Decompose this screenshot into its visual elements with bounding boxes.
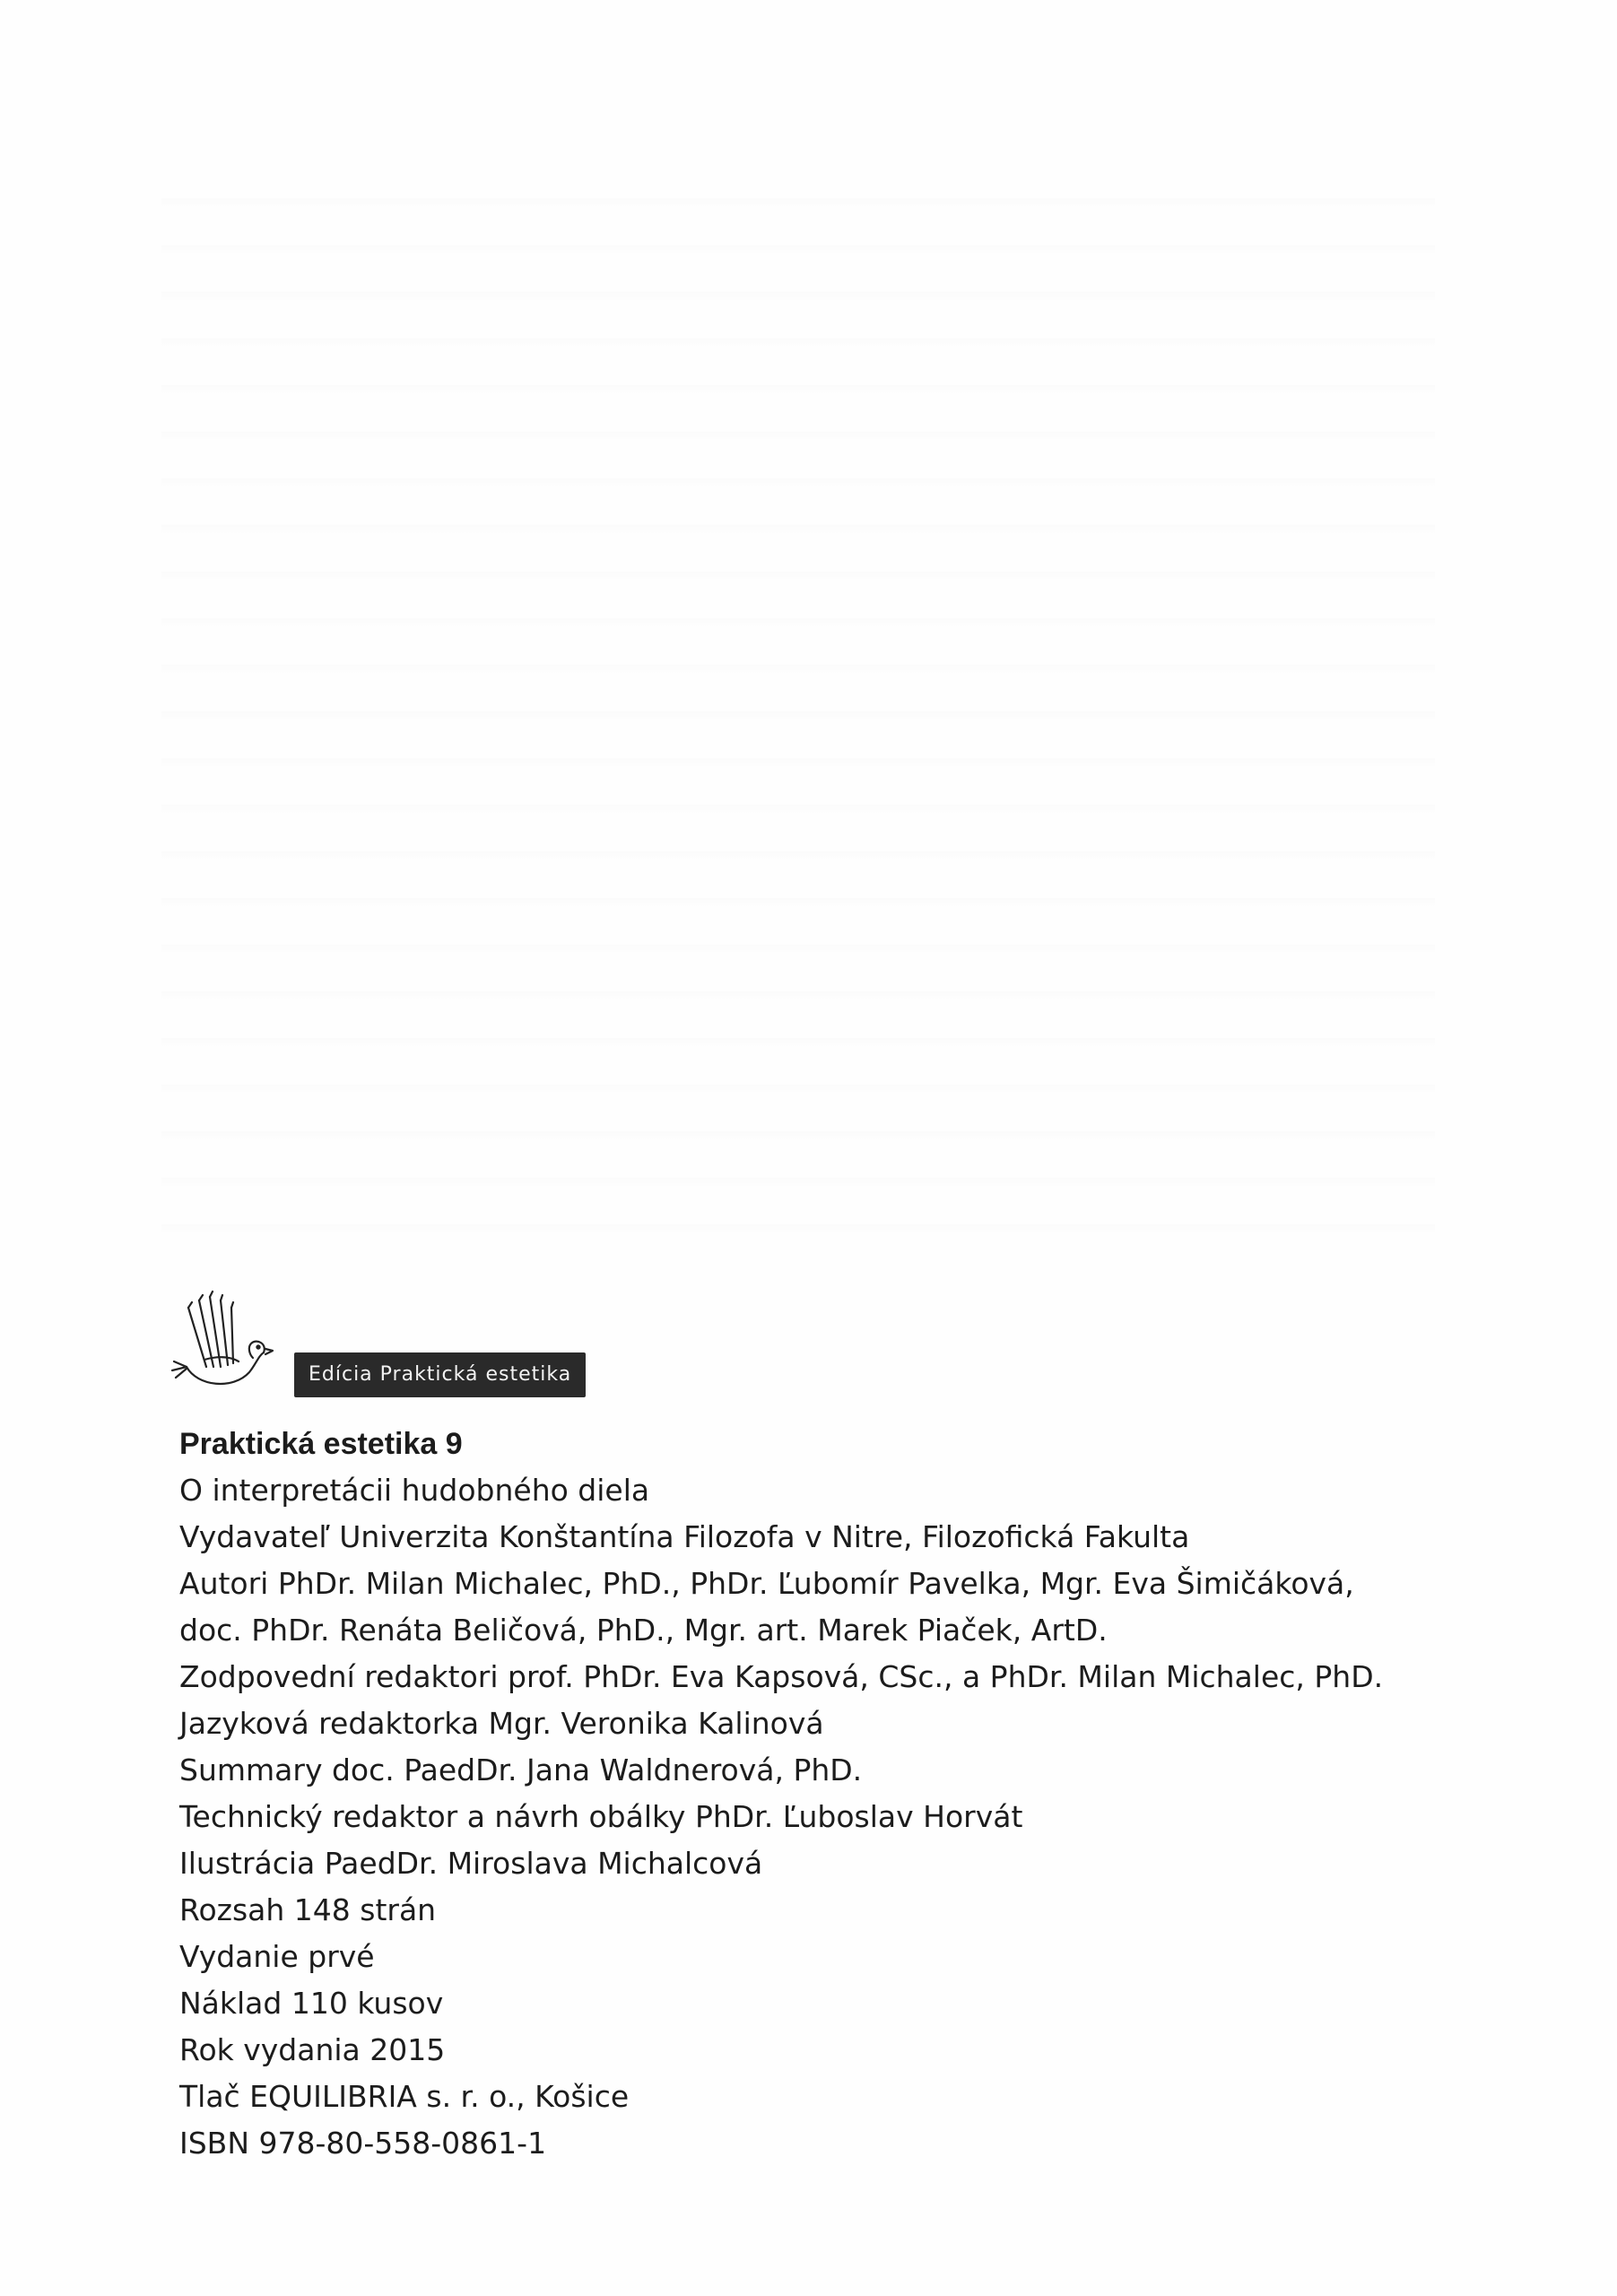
isbn-line: ISBN 978-80-558-0861-1 [179, 2126, 547, 2161]
technical-editor-line: Technický redaktor a návrh obálky PhDr. Ľuboslav Horvát [179, 1799, 1023, 1834]
printer-line: Tlač EQUILIBRIA s. r. o., Košice [179, 2079, 630, 2114]
illustration-line: Ilustrácia PaedDr. Miroslava Michalcová [179, 1846, 763, 1881]
authors-line: Autori PhDr. Milan Michalec, PhD., PhDr. Ľubomír Pavelka, Mgr. Eva Šimičáková, [179, 1566, 1354, 1601]
series-label: Edícia Praktická estetika [294, 1352, 586, 1397]
summary-line: Summary doc. PaedDr. Jana Waldnerová, PhD. [179, 1752, 863, 1787]
authors-line-continued: doc. PhDr. Renáta Beličová, PhD., Mgr. art. Marek Piaček, ArtD. [179, 1613, 1108, 1648]
edition-line: Vydanie prvé [179, 1939, 375, 1974]
year-line: Rok vydania 2015 [179, 2032, 446, 2067]
editors-line: Zodpovední redaktori prof. PhDr. Eva Kapsová, CSc., a PhDr. Milan Michalec, PhD. [179, 1659, 1384, 1694]
show-through-background [161, 161, 1435, 1238]
pages-line: Rozsah 148 strán [179, 1892, 437, 1927]
colophon [179, 1421, 1435, 2167]
bird-icon [170, 1281, 278, 1397]
series-header [170, 1281, 619, 1397]
subtitle: O interpretácii hudobného diela [179, 1473, 650, 1508]
publisher-line: Vydavateľ Univerzita Konštantína Filozofa v Nitre, Filozofická Fakulta [179, 1519, 1190, 1554]
book-title: Praktická estetika 9 [179, 1427, 463, 1461]
print-run-line: Náklad 110 kusov [179, 1986, 444, 2021]
language-editor-line: Jazyková redaktorka Mgr. Veronika Kalinová [179, 1706, 824, 1741]
